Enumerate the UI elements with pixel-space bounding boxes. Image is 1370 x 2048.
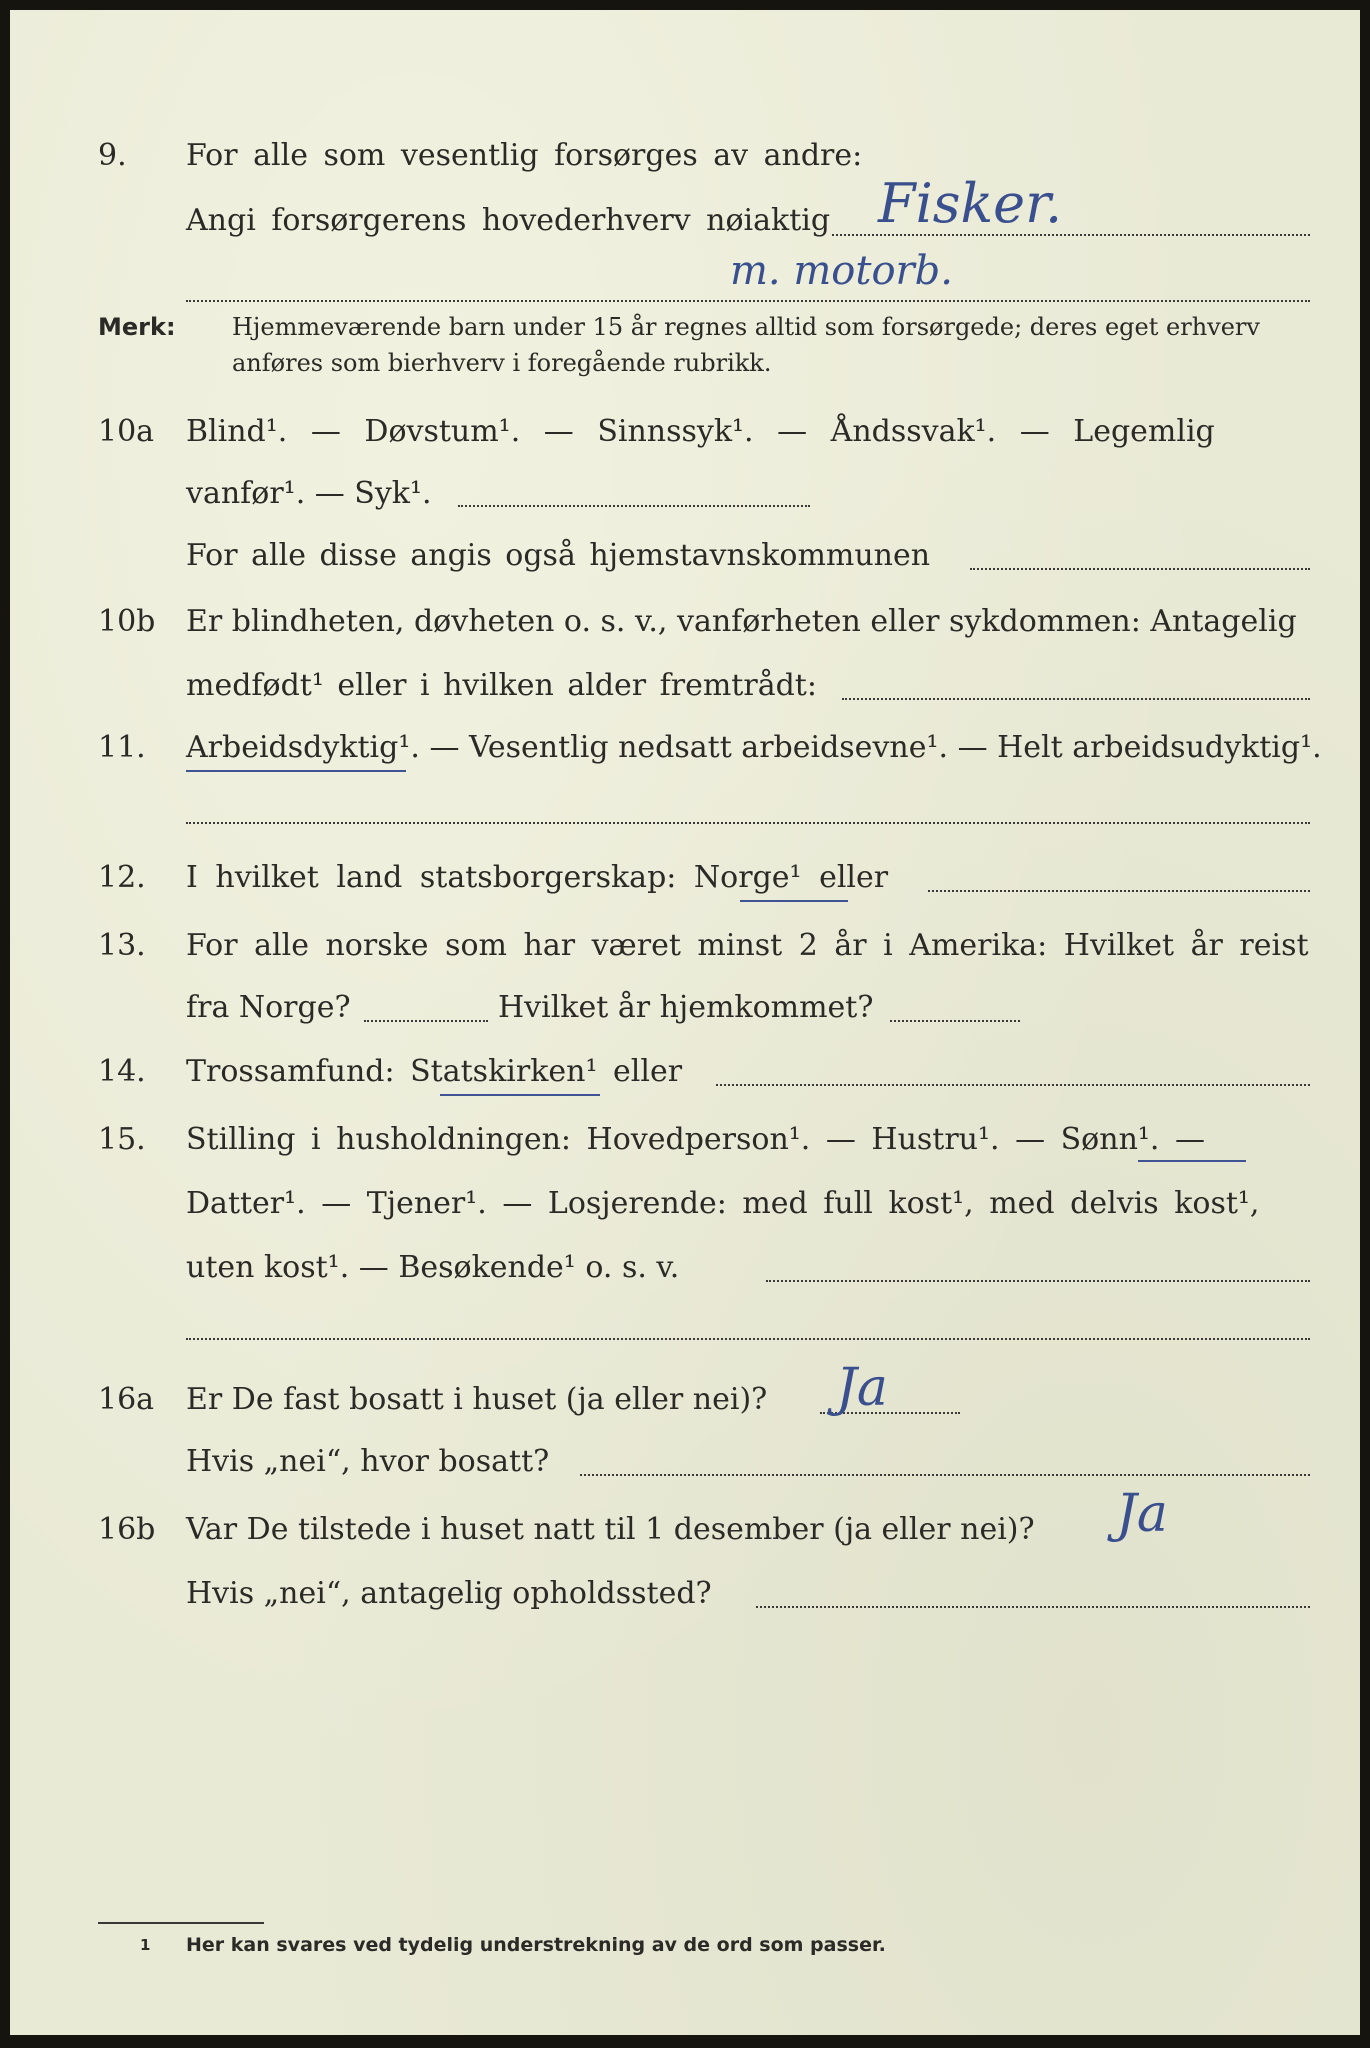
merk-line1: Hjemmeværende barn under 15 år regnes alltid som forsørgede; deres eget erhverv	[232, 313, 1260, 341]
q16a-answer-handwriting: Ja	[836, 1358, 888, 1418]
census-form-page	[10, 10, 1360, 2035]
q11-line1: Arbeidsdyktig¹. — Vesentlig nedsatt arbeidsevne¹. — Helt arbeidsudyktig¹.	[186, 730, 1322, 765]
q10b-answer-field[interactable]	[842, 698, 1310, 700]
q9-number: 9.	[98, 138, 127, 173]
q9-answer-handwriting: Fisker.	[878, 172, 1063, 235]
q10b-number: 10b	[98, 604, 156, 639]
q14-line1: Trossamfund: Statskirken¹ eller	[186, 1054, 683, 1089]
q10a-line2: vanfør¹. — Syk¹.	[186, 476, 432, 511]
q11-number: 11.	[98, 730, 146, 765]
q14-answer-field[interactable]	[716, 1084, 1310, 1086]
q12-line1: I hvilket land statsborgerskap: Norge¹ eller	[186, 860, 889, 895]
q14-statskirken-underline	[440, 1094, 600, 1096]
q14-number: 14.	[98, 1054, 146, 1089]
footnote-rule	[98, 1922, 264, 1924]
footnote-mark: 1	[140, 1936, 151, 1954]
q9-answer-field-2[interactable]	[186, 300, 1310, 302]
q10a-hjemstavn-field[interactable]	[970, 568, 1310, 570]
q12-norge-underline	[740, 900, 848, 902]
q12-answer-field[interactable]	[928, 890, 1310, 892]
q16b-answer-handwriting: Ja	[1116, 1484, 1168, 1544]
q13-hjemkommet-field[interactable]	[890, 1020, 1020, 1022]
q9-line2: Angi forsørgerens hovederhverv nøiaktig	[186, 203, 831, 238]
footnote-text: Her kan svares ved tydelig understrekning av de ord som passer.	[186, 1934, 886, 1956]
q10a-line3: For alle disse angis også hjemstavnskommunen	[186, 538, 931, 573]
q11-arbeidsdyktig-underline	[186, 770, 406, 772]
q15-line3: uten kost¹. — Besøkende¹ o. s. v.	[186, 1250, 680, 1285]
q13-line2b: Hvilket år hjemkommet?	[498, 990, 874, 1025]
q13-reist-field[interactable]	[364, 1020, 488, 1022]
q16b-number: 16b	[98, 1512, 156, 1547]
q13-number: 13.	[98, 928, 146, 963]
q12-number: 12.	[98, 860, 146, 895]
q16a-line1: Er De fast bosatt i huset (ja eller nei)?	[186, 1382, 768, 1417]
q13-line2a: fra Norge?	[186, 990, 351, 1025]
q16a-line2: Hvis „nei“, hvor bosatt?	[186, 1444, 550, 1479]
q15-number: 15.	[98, 1122, 146, 1157]
q10a-number: 10a	[98, 414, 155, 449]
q16a-number: 16a	[98, 1382, 155, 1417]
merk-label: Merk:	[98, 313, 176, 341]
q10a-syk-field[interactable]	[458, 505, 810, 507]
q9-line1: For alle som vesentlig forsørges av andre:	[186, 138, 863, 173]
q15-answer-field-2[interactable]	[186, 1338, 1310, 1340]
q16b-opholdssted-field[interactable]	[756, 1606, 1310, 1608]
q16b-line2: Hvis „nei“, antagelig opholdssted?	[186, 1576, 712, 1611]
q15-line2: Datter¹. — Tjener¹. — Losjerende: med full kost¹, med delvis kost¹,	[186, 1186, 1260, 1221]
q10a-line1: Blind¹. — Døvstum¹. — Sinnssyk¹. — Åndssvak¹. — Legemlig	[186, 414, 1215, 449]
q11-answer-field[interactable]	[186, 822, 1310, 824]
q15-sonn-underline	[1138, 1160, 1246, 1162]
q9-answer-handwriting-2: m. motorb.	[730, 248, 953, 294]
q10b-line2: medfødt¹ eller i hvilken alder fremtrådt:	[186, 668, 817, 703]
q13-line1: For alle norske som har været minst 2 år i Amerika: Hvilket år reist	[186, 928, 1309, 963]
q15-answer-field[interactable]	[766, 1280, 1310, 1282]
merk-line2: anføres som bierhverv i foregående rubrikk.	[232, 349, 772, 377]
q16b-line1: Var De tilstede i huset natt til 1 desember (ja eller nei)?	[186, 1512, 1035, 1547]
q10b-line1: Er blindheten, døvheten o. s. v., vanførheten eller sykdommen: Antagelig	[186, 604, 1297, 639]
q15-line1: Stilling i husholdningen: Hovedperson¹. — Hustru¹. — Sønn¹. —	[186, 1122, 1205, 1157]
q16a-bosatt-field[interactable]	[580, 1474, 1310, 1476]
